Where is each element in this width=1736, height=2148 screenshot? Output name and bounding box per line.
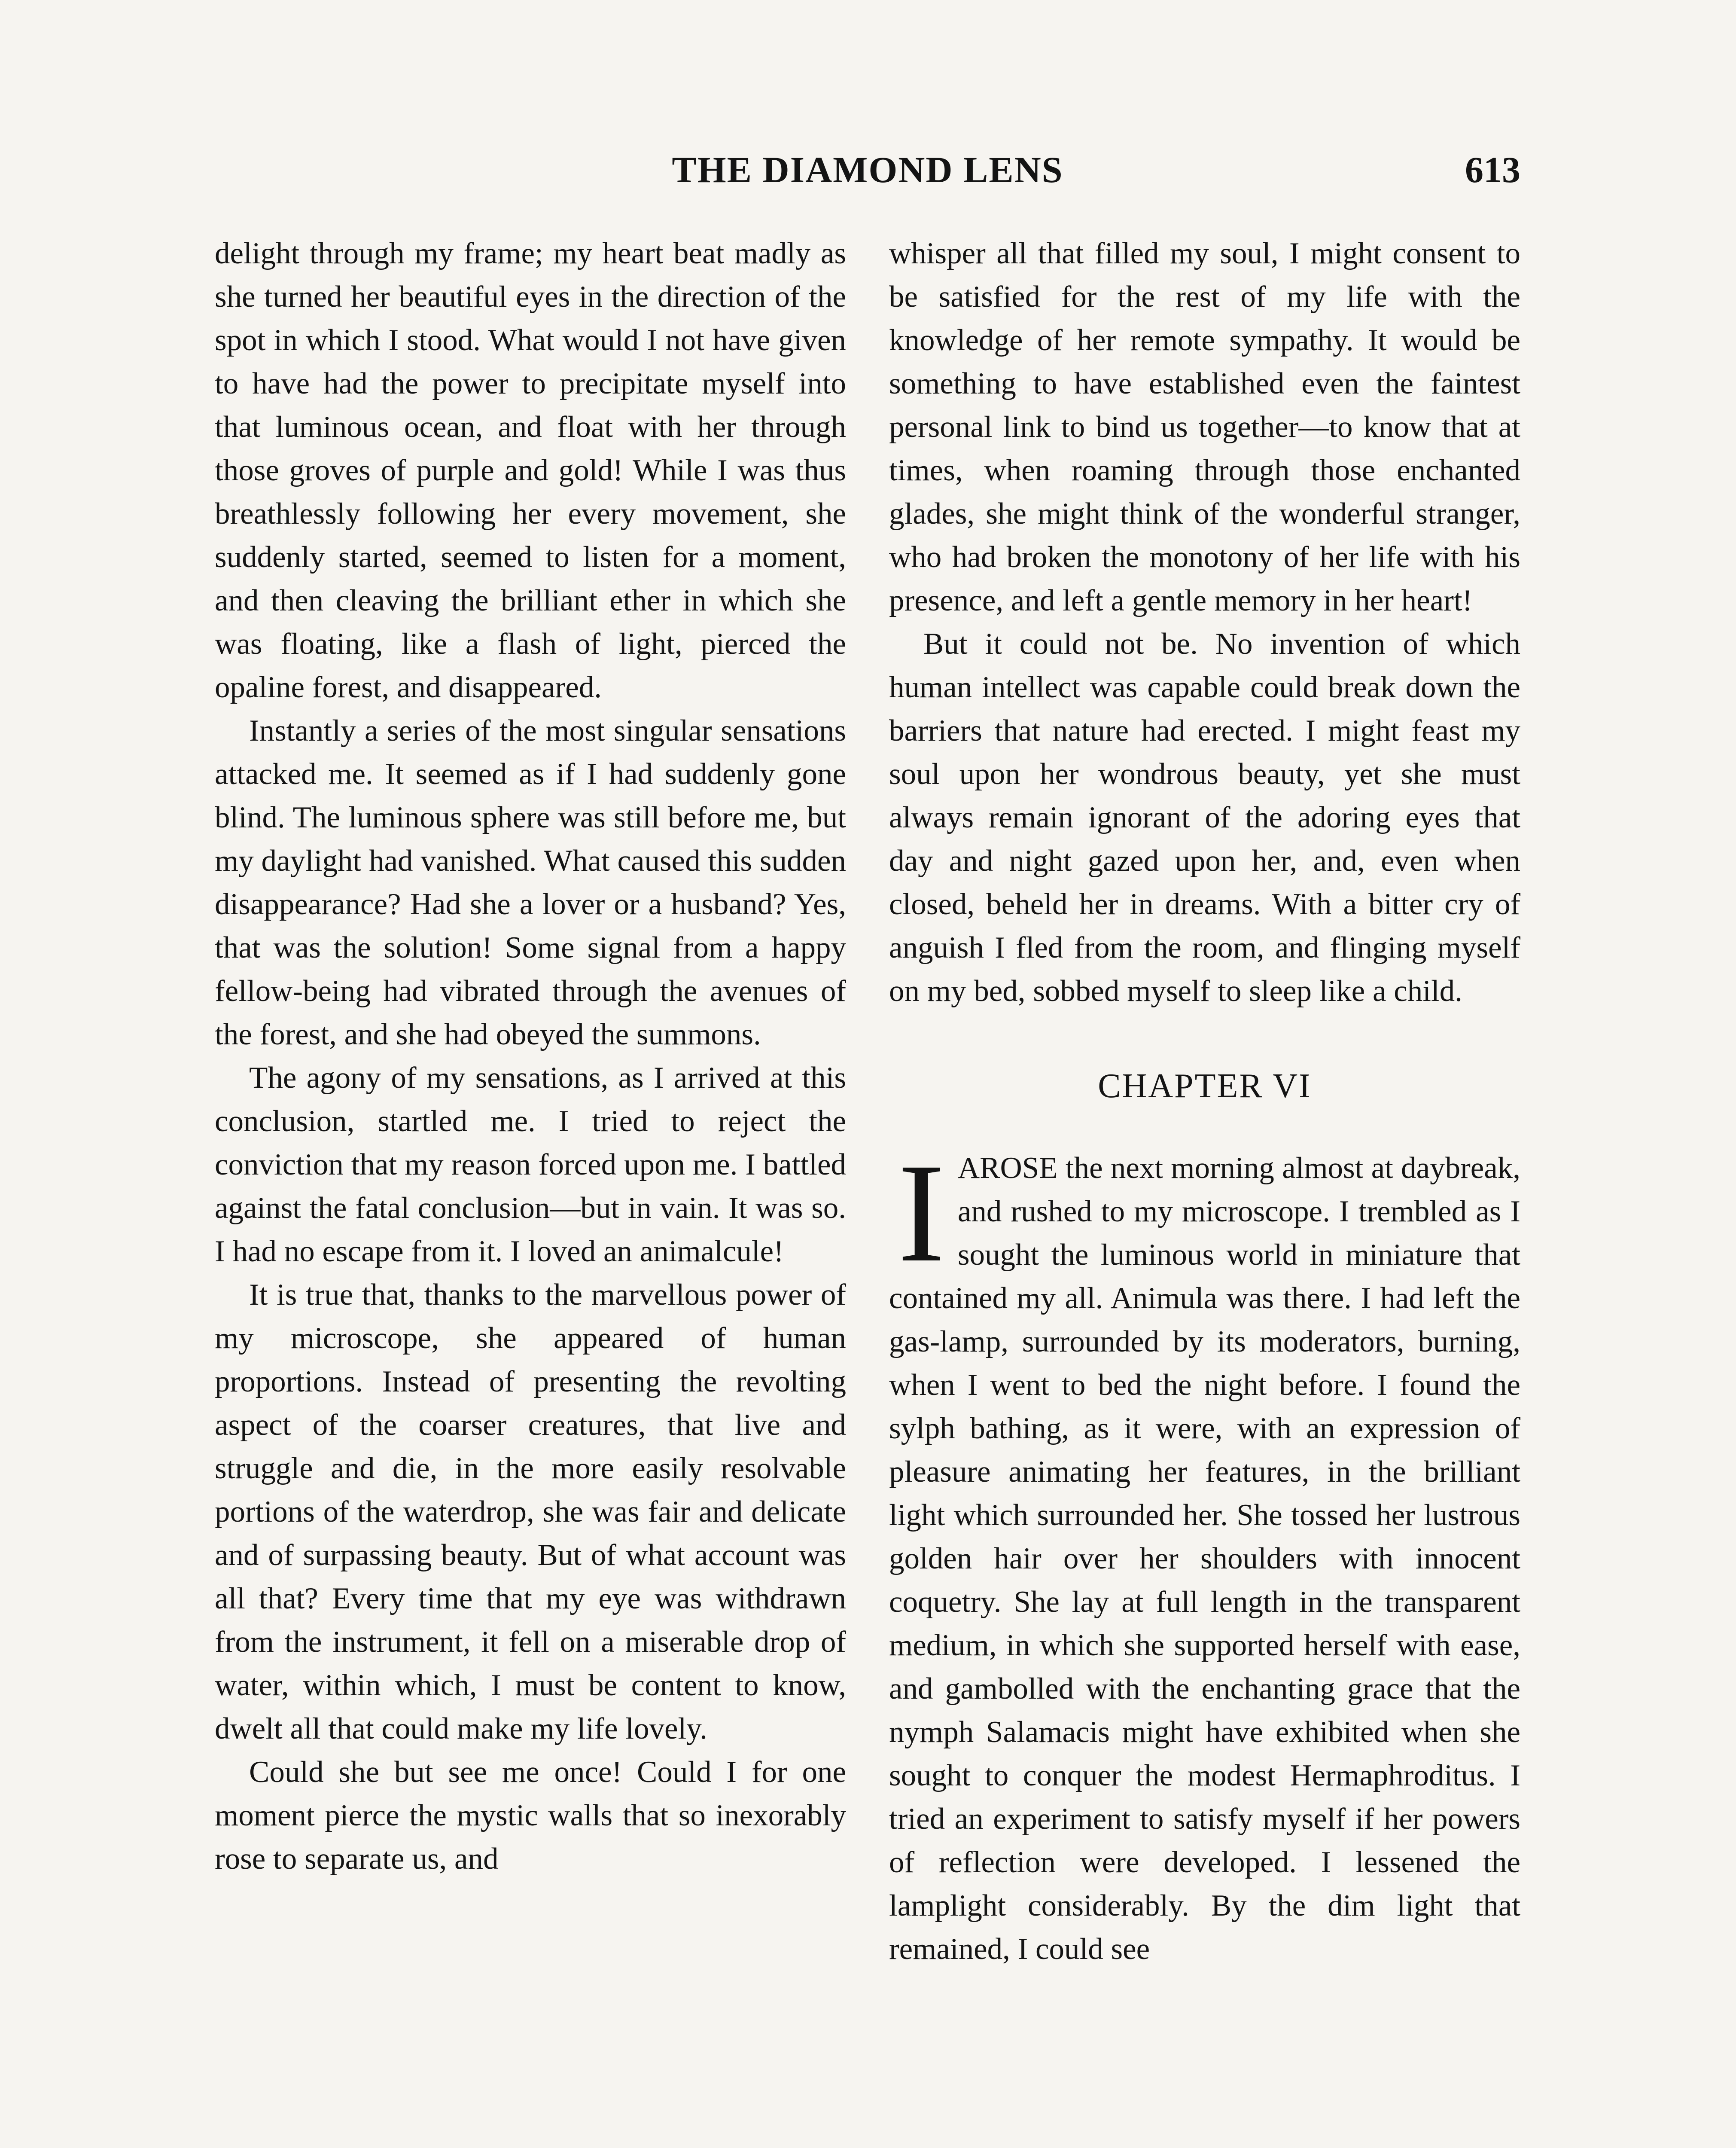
page-number: 613 — [1465, 149, 1520, 190]
running-head — [215, 142, 1520, 198]
running-title: THE DIAMOND LENS — [672, 149, 1063, 190]
chapter-opening-text: AROSE the next morning almost at daybreak, and rushed to my microscope. I trembled as I sought the luminous world in miniature that contained my all. Animula was there. I had left the gas-lamp, surrounded by its moderators, burning, when I went to bed the night before. I found the sylph bathing, as it were, with an expression of pleasure animating her features, in the brilliant light which surrounded her. She tossed her lustrous golden hair over her shoulders with innocent coquetry. She lay at full length in the transparent medium, in which she supported herself with ease, and gambolled with the enchanting grace that the nymph Salamacis might have exhibited when she sought to conquer the modest Hermaphroditus. I tried an experiment to satisfy myself if her powers of reflection were developed. I lessened the lamplight considerably. By the dim light that remained, I could see — [889, 1151, 1520, 1966]
paragraph: Could she but see me once! Could I for one moment pierce the mystic walls that so inexorably rose to separate us, and — [215, 1755, 846, 1876]
right-column — [889, 232, 1520, 1971]
chapter-opening-paragraph — [889, 1135, 1520, 1971]
paragraph: It is true that, thanks to the marvellous power of my microscope, she appeared of human proportions. Instead of presenting the revolting aspect of the coarser creatures, that live and struggle and die, in the more easily resolvable portions of the waterdrop, she was fair and delicate and of surpassing beauty. But of what account was all that? Every time that my eye was withdrawn from the instrument, it fell on a miserable drop of water, within which, I must be content to know, dwelt all that could make my life lovely. — [215, 1278, 846, 1745]
left-column — [215, 232, 846, 1881]
chapter-heading: CHAPTER VI — [1098, 1067, 1312, 1105]
paragraph: The agony of my sensations, as I arrived at this conclusion, startled me. I tried to reject the conviction that my reason forced upon me. I battled against the fatal conclusion—but in vain. It was so. I had no escape from it. I loved an animalcule! — [215, 1061, 846, 1268]
paragraph: Instantly a series of the most singular sensations attacked me. It seemed as if I had suddenly gone blind. The luminous sphere was still before me, but my daylight had vanished. What caused this sudden disappearance? Had she a lover or a husband? Yes, that was the solution! Some signal from a happy fellow-being had vibrated through the avenues of the forest, and she had obeyed the summons. — [215, 714, 846, 1051]
paragraph: delight through my frame; my heart beat madly as she turned her beautiful eyes in the direction of the spot in which I stood. What would I not have given to have had the power to precipitate myself into that luminous ocean, and float with her through those groves of purple and gold! While I was thus breathlessly following her every movement, she suddenly started, seemed to listen for a moment, and then cleaving the brilliant ether in which she was floating, like a flash of light, pierced the opaline forest, and disappeared. — [215, 237, 846, 704]
paragraph: But it could not be. No invention of which human intellect was capable could break down the barriers that nature had erected. I might feast my soul upon her wondrous beauty, yet she must always remain ignorant of the adoring eyes that day and night gazed upon her, and, even when closed, beheld her in dreams. With a bitter cry of anguish I fled from the room, and flinging myself on my bed, sobbed myself to sleep like a child. — [889, 627, 1520, 1008]
drop-cap: I — [898, 1135, 945, 1291]
paragraph: whisper all that filled my soul, I might consent to be satisfied for the rest of my life with the knowledge of her remote sympathy. It would be something to have established even the faintest personal link to bind us together—to know that at times, when roaming through those enchanted glades, she might think of the wonderful stranger, who had broken the monotony of her life with his presence, and left a gentle memory in her heart! — [889, 237, 1520, 617]
